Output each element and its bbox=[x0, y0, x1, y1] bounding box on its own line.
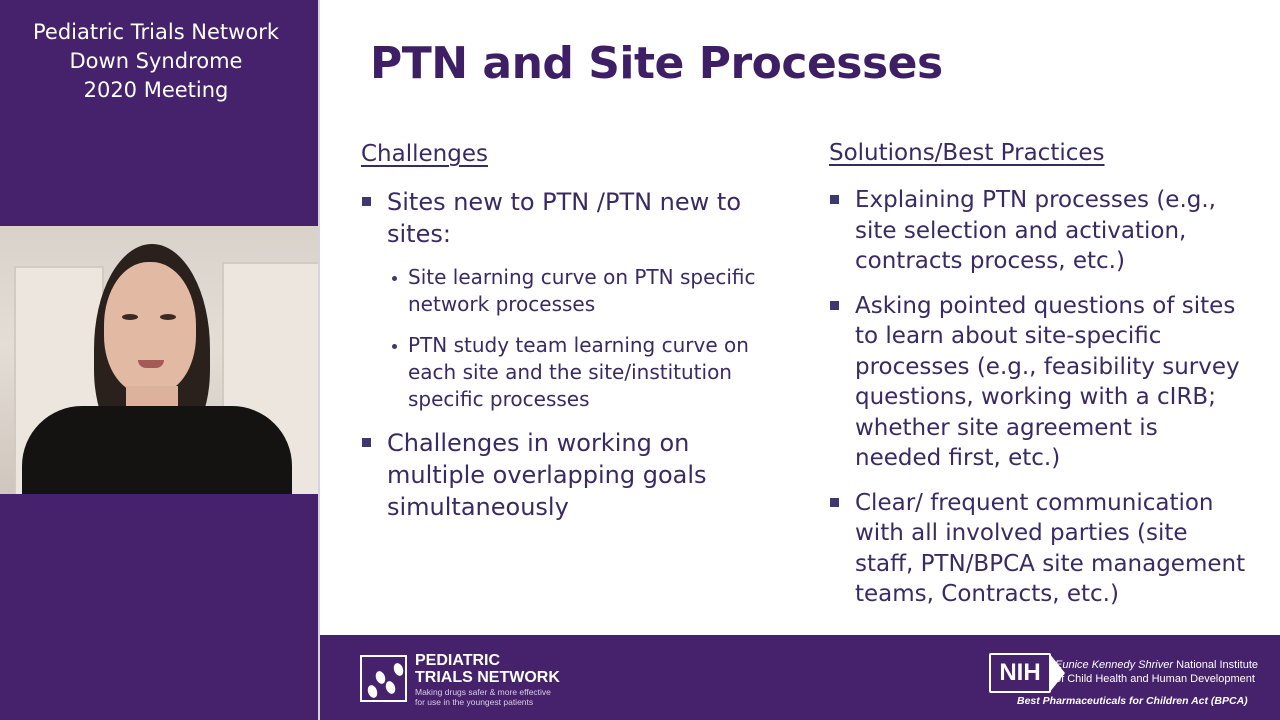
list-item bbox=[361, 186, 781, 250]
bullet-text: Asking pointed questions of sites to learn about site-specific processes (e.g., feasibility survey questions, working with a cIRB; whether site agreement is needed first, etc.) bbox=[855, 292, 1240, 471]
speaker-eye bbox=[160, 314, 176, 320]
ptn-logo-tagline bbox=[415, 687, 551, 707]
meeting-title bbox=[0, 18, 312, 105]
solutions-heading: Solutions/Best Practices bbox=[829, 140, 1105, 166]
square-bullet-icon bbox=[362, 197, 371, 206]
footprints-icon bbox=[360, 655, 407, 702]
list-item bbox=[829, 488, 1249, 610]
nichd-name-line1 bbox=[1055, 659, 1258, 671]
speaker-video-feed bbox=[0, 226, 319, 494]
sidebar-divider bbox=[318, 0, 320, 720]
speaker-mouth bbox=[138, 360, 164, 368]
dot-bullet-icon bbox=[392, 276, 397, 281]
speaker-shirt bbox=[22, 406, 292, 494]
nichd-italic-name: Eunice Kennedy Shriver bbox=[1055, 659, 1174, 671]
speaker-face bbox=[104, 262, 196, 394]
bullet-text: Challenges in working on multiple overlapping goals simultaneously bbox=[387, 429, 707, 521]
nichd-name-line2: of Child Health and Human Development bbox=[1055, 673, 1255, 685]
square-bullet-icon bbox=[830, 301, 839, 310]
list-item bbox=[829, 291, 1249, 474]
challenges-list bbox=[361, 186, 781, 523]
list-item bbox=[361, 427, 781, 523]
dot-bullet-icon bbox=[392, 344, 397, 349]
speaker-eye bbox=[122, 314, 138, 320]
meeting-title-line: Pediatric Trials Network bbox=[32, 20, 279, 44]
bullet-text: PTN study team learning curve on each site and the site/institution specific processes bbox=[408, 333, 749, 411]
bullet-text: Clear/ frequent communication with all involved parties (site staff, PTN/BPCA site management teams, Contracts, etc.) bbox=[855, 489, 1246, 607]
meeting-title-line: Down Syndrome bbox=[69, 49, 243, 73]
nih-logo-icon bbox=[989, 653, 1051, 693]
square-bullet-icon bbox=[830, 498, 839, 507]
solutions-list bbox=[829, 185, 1249, 624]
list-subitem bbox=[361, 264, 781, 318]
bullet-text: Explaining PTN processes (e.g., site selection and activation, contracts process, etc.) bbox=[855, 187, 1216, 274]
sidebar bbox=[0, 0, 319, 720]
list-item bbox=[829, 185, 1249, 277]
meeting-title-line: 2020 Meeting bbox=[83, 78, 229, 102]
ptn-logo-name bbox=[415, 652, 560, 686]
ptn-tagline-line: Making drugs safer & more effective bbox=[415, 687, 551, 697]
challenges-heading: Challenges bbox=[361, 141, 488, 167]
nih-abbr: NIH bbox=[991, 655, 1049, 691]
slide-footer bbox=[320, 635, 1280, 720]
bullet-text: Site learning curve on PTN specific network processes bbox=[408, 265, 756, 316]
list-subitem bbox=[361, 332, 781, 413]
slide-title: PTN and Site Processes bbox=[370, 38, 943, 89]
nichd-name-rest: National Institute bbox=[1173, 659, 1259, 671]
ptn-name-line: PEDIATRIC bbox=[415, 652, 501, 669]
ptn-tagline-line: for use in the youngest patients bbox=[415, 697, 534, 707]
square-bullet-icon bbox=[362, 438, 371, 447]
ptn-name-line: TRIALS NETWORK bbox=[415, 669, 560, 686]
bpca-label: Best Pharmaceuticals for Children Act (BPCA) bbox=[1017, 695, 1248, 707]
square-bullet-icon bbox=[830, 195, 839, 204]
bullet-text: Sites new to PTN /PTN new to sites: bbox=[387, 188, 742, 248]
